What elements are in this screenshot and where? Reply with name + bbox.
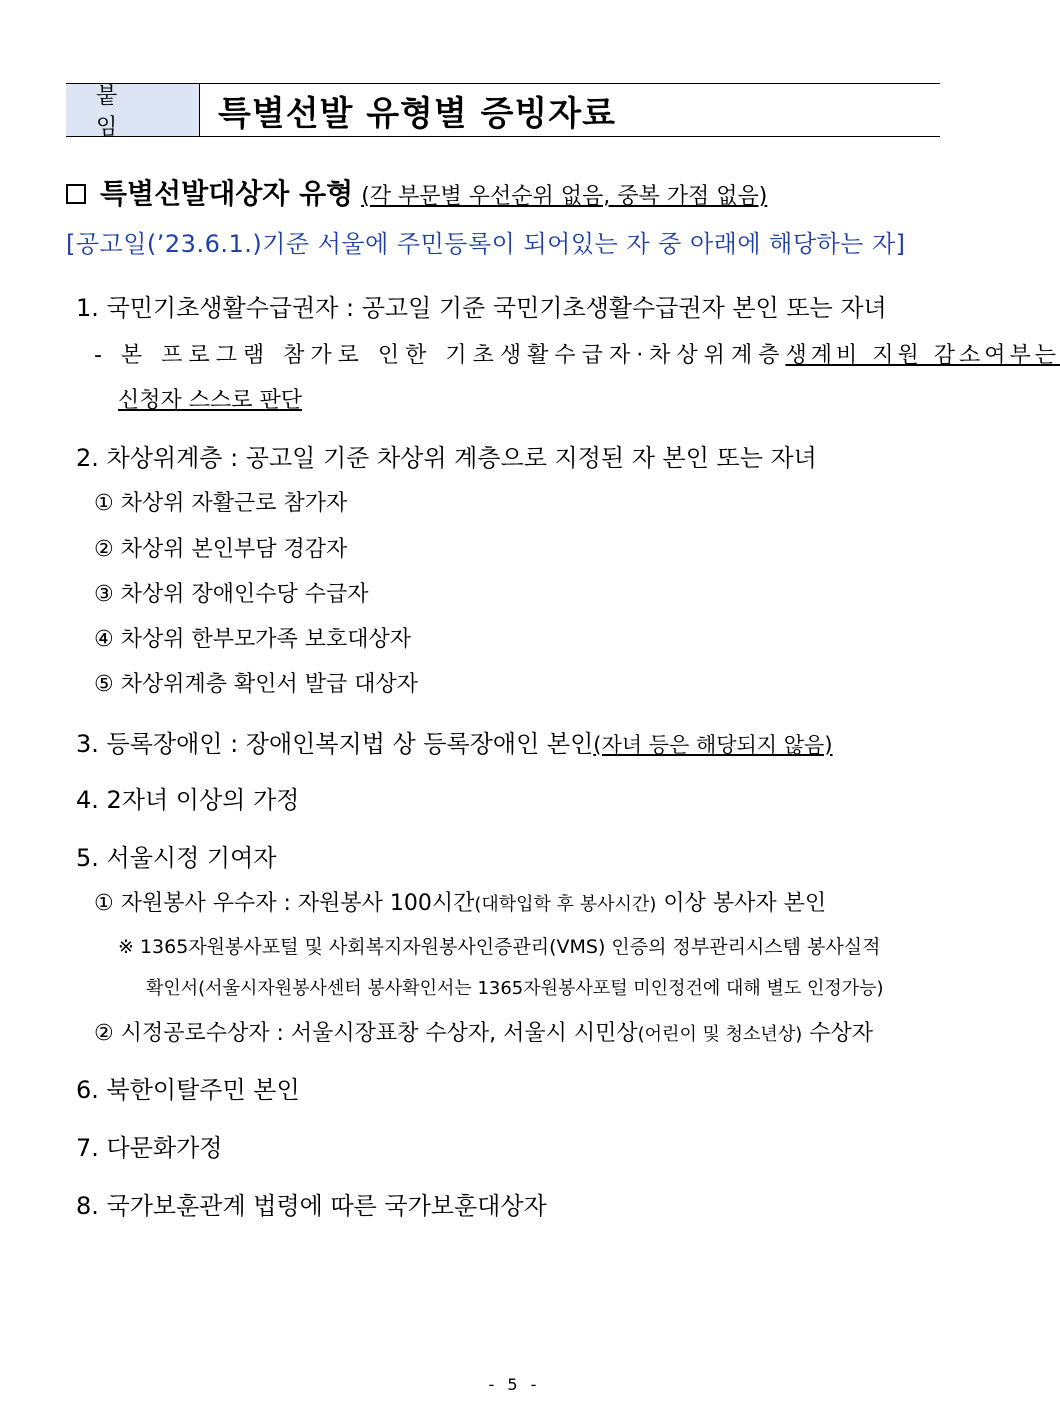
document-title: 특별선발 유형별 증빙자료 (218, 93, 616, 134)
item-5-sub-1-text: ① 자원봉사 우수자 : 자원봉사 100시간 (94, 891, 475, 916)
section-title: 특별선발대상자 유형 (100, 177, 354, 210)
item-1-sub (94, 338, 1060, 369)
section-heading (66, 172, 767, 212)
item-5-sub-2-note: (어린이 및 청소년상) (637, 1024, 803, 1045)
item-1-sub-underlined: 생계비 지원 감소여부는 (785, 343, 1060, 368)
item-2-sub-3: ③ 차상위 장애인수당 수급자 (94, 582, 369, 607)
item-2-sub-2: ② 차상위 본인부담 경감자 (94, 537, 348, 562)
item-1-sub-continued: 신청자 스스로 판단 (118, 388, 303, 413)
section-note: (각 부문별 우선순위 없음, 중복 가점 없음) (361, 184, 768, 209)
item-5-sub-1-end: 이상 봉사자 본인 (656, 891, 827, 916)
item-1: 1. 국민기초생활수급권자 : 공고일 기준 국민기초생활수급권자 본인 또는 자녀 (76, 294, 887, 322)
page-number: - 5 - (488, 1375, 541, 1394)
item-3-text: 3. 등록장애인 : 장애인복지법 상 등록장애인 본인 (76, 730, 594, 758)
item-1-sub-text: - 본 프로그램 참가로 인한 기초생활수급자·차상위계층 (94, 343, 786, 368)
item-5-reference-line-2: 확인서(서울시자원봉사센터 봉사확인서는 1365자원봉사포털 미인정건에 대해 별도 인정가능) (146, 978, 884, 999)
item-5-sub-2-text: ② 시정공로수상자 : 서울시장표창 수상자, 서울시 시민상 (94, 1021, 638, 1046)
item-2-sub-5: ⑤ 차상위계층 확인서 발급 대상자 (94, 672, 418, 697)
item-6: 6. 북한이탈주민 본인 (76, 1076, 300, 1104)
attachment-tag: 붙 임 (66, 84, 200, 136)
item-5: 5. 서울시정 기여자 (76, 844, 277, 872)
item-5-sub-1 (94, 886, 826, 917)
item-3 (76, 724, 833, 759)
item-2-sub-4: ④ 차상위 한부모가족 보호대상자 (94, 627, 411, 652)
attachment-header (66, 83, 940, 140)
item-8: 8. 국가보훈관계 법령에 따른 국가보훈대상자 (76, 1192, 547, 1220)
item-2: 2. 차상위계층 : 공고일 기준 차상위 계층으로 지정된 자 본인 또는 자녀 (76, 444, 817, 472)
item-7: 7. 다문화가정 (76, 1134, 223, 1162)
item-2-sub-1: ① 차상위 자활근로 참가자 (94, 491, 348, 516)
eligibility-criteria: [공고일(’23.6.1.)기준 서울에 주민등록이 되어있는 자 중 아래에 해당하는 자] (66, 230, 906, 258)
item-5-sub-2-end: 수상자 (802, 1021, 873, 1046)
item-5-sub-1-note: (대학입학 후 봉사시간) (474, 894, 657, 915)
checkbox-square-icon (66, 184, 86, 204)
item-5-reference-line-1: ※ 1365자원봉사포털 및 사회복지자원봉사인증관리(VMS) 인증의 정부관리시스템 봉사실적 (118, 936, 881, 958)
item-4: 4. 2자녀 이상의 가정 (76, 786, 300, 814)
item-3-note: (자녀 등은 해당되지 않음) (593, 733, 833, 757)
item-5-sub-2 (94, 1016, 873, 1047)
